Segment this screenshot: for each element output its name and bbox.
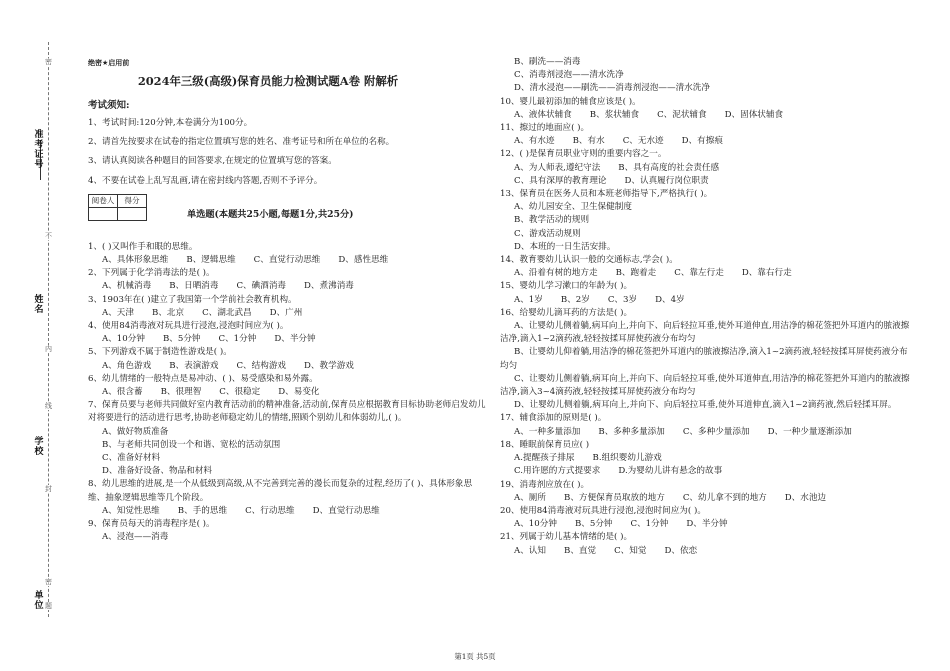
left-column bbox=[88, 58, 488, 544]
answer-option[interactable]: A、厕所 bbox=[514, 492, 546, 503]
question-stem: 17、辅食添加的原则是( )。 bbox=[500, 413, 607, 424]
answer-option[interactable]: C、靠左行走 bbox=[674, 268, 724, 279]
question-stem: 9、保育员每天的消毒程序是( )。 bbox=[88, 519, 215, 530]
answer-option[interactable]: A.提醒孩子排尿 bbox=[514, 453, 575, 464]
question-stem: 15、婴幼儿学习漱口的年龄为( )。 bbox=[500, 281, 633, 292]
page-footer: 第1页 共5页 bbox=[454, 652, 496, 661]
question-stem: 19、消毒剂应放在( )。 bbox=[500, 479, 590, 490]
question-stem: 11、擦过的地面应( )。 bbox=[500, 123, 590, 134]
notice-item: 3、请认真阅读各种题目的回答要求,在规定的位置填写您的答案。 bbox=[88, 156, 337, 167]
question-options bbox=[88, 360, 488, 373]
answer-option[interactable]: C、游戏活动规则 bbox=[514, 228, 581, 239]
school-label: 学校 bbox=[34, 437, 44, 457]
answer-option[interactable]: B、北京 bbox=[152, 307, 185, 318]
answer-option[interactable]: C、3岁 bbox=[607, 294, 638, 305]
question-stem: 13、保育员在医务人员和本班老师指导下,严格执行( )。 bbox=[500, 189, 713, 200]
answer-option[interactable]: A、天津 bbox=[102, 307, 134, 318]
answer-option[interactable]: C、知觉 bbox=[614, 545, 647, 556]
question-stem: 18、睡眠前保育员应( ) bbox=[500, 439, 590, 450]
answer-option[interactable]: C、幼儿拿不到的地方 bbox=[682, 492, 767, 503]
answer-option[interactable]: D、有擦痕 bbox=[681, 136, 723, 147]
question-options bbox=[88, 426, 488, 479]
question-stem: 3、1903年在( )建立了我国第一个学前社会教育机构。 bbox=[88, 294, 297, 305]
right-column bbox=[500, 56, 915, 558]
answer-option[interactable]: C、消毒剂浸泡——清水洗净 bbox=[514, 70, 624, 81]
answer-option[interactable]: D、一种少量逐渐添加 bbox=[767, 426, 852, 437]
question-options bbox=[500, 56, 915, 96]
binding-margin bbox=[0, 0, 60, 671]
answer-option[interactable]: B、刷洗——消毒 bbox=[514, 57, 581, 67]
answer-option[interactable]: A、有水迹 bbox=[514, 136, 555, 147]
question-stem: 4、使用84消毒液对玩具进行浸泡,浸泡时间应为( )。 bbox=[88, 321, 289, 332]
answer-option[interactable]: A、幼儿园安全、卫生保健制度 bbox=[514, 202, 632, 213]
answer-option[interactable]: D、半分钟 bbox=[274, 334, 316, 345]
question-stem: 16、给婴幼儿滴耳药的方法是( )。 bbox=[500, 307, 633, 318]
seal-char: 不 bbox=[45, 232, 52, 240]
grader-field[interactable] bbox=[89, 207, 118, 220]
answer-option[interactable]: B、逻辑思维 bbox=[186, 255, 236, 266]
question-options bbox=[500, 201, 915, 254]
answer-option[interactable]: D、固体状辅食 bbox=[724, 109, 784, 120]
answer-option[interactable]: B、教学活动的规则 bbox=[514, 215, 590, 226]
secret-mark: 绝密★启用前 bbox=[88, 59, 130, 67]
seal-char: 封 bbox=[45, 485, 52, 493]
answer-option[interactable]: B、日晒消毒 bbox=[169, 281, 219, 292]
answer-option[interactable]: A、沿着有树的地方走 bbox=[514, 268, 598, 279]
question-options bbox=[500, 518, 915, 531]
answer-option[interactable]: D、直觉行动思维 bbox=[312, 505, 380, 516]
exam-title: 2024年三级(高级)保育员能力检测试题A卷 附解析 bbox=[137, 74, 399, 88]
answer-option[interactable]: B、有水 bbox=[572, 136, 605, 147]
seal-char: 线 bbox=[45, 402, 52, 410]
answer-option[interactable]: D、4岁 bbox=[655, 294, 685, 305]
answer-option[interactable]: C.用许愿的方式提要求 bbox=[514, 466, 601, 477]
answer-option[interactable]: A、机械消毒 bbox=[102, 281, 152, 292]
name-label: 姓名 bbox=[34, 295, 44, 315]
answer-option[interactable]: B、5分钟 bbox=[162, 334, 201, 345]
answer-option[interactable]: A、知觉性思维 bbox=[102, 505, 160, 516]
answer-option[interactable]: D、感性思维 bbox=[338, 255, 389, 266]
answer-option[interactable]: A、为人师表,遵纪守法 bbox=[514, 162, 601, 173]
answer-option[interactable]: D、水池边 bbox=[784, 492, 827, 503]
grader-label: 阅卷人 bbox=[89, 194, 118, 207]
right-question-list bbox=[500, 56, 915, 558]
question-options bbox=[500, 109, 915, 122]
answer-option[interactable]: D、煮沸消毒 bbox=[304, 281, 354, 292]
question-stem: 20、使用84消毒液对玩具进行浸泡,浸泡时间应为( )。 bbox=[500, 505, 706, 516]
answer-option[interactable]: B、跑着走 bbox=[615, 268, 657, 279]
answer-option[interactable]: A、角色游戏 bbox=[102, 360, 152, 371]
answer-option[interactable]: D、本班的一日生活安排。 bbox=[514, 241, 616, 252]
question-stem: 12、( )是保育员职业守则的重要内容之一。 bbox=[500, 149, 667, 160]
question-stem: C、让婴幼儿侧着躺,病耳向上,并向下、向后轻拉耳垂,使外耳道伸直,用洁净的棉花签把外耳道内的脓液擦洁净,滴入3~4滴药液,轻轻按揉耳屏使药液分布均匀 bbox=[500, 373, 910, 398]
answer-option[interactable]: B、直觉 bbox=[564, 545, 597, 556]
question-options bbox=[500, 426, 915, 439]
question-stem: 2、下列属于化学消毒法的是( )。 bbox=[88, 268, 215, 279]
answer-option[interactable]: C、泥状辅食 bbox=[657, 109, 707, 120]
notice-item: 2、请首先按要求在试卷的指定位置填写您的姓名、准考证号和所在单位的名称。 bbox=[88, 137, 395, 148]
answer-option[interactable]: C、碘酒消毒 bbox=[236, 281, 287, 292]
section-title: 单选题(本题共25小题,每题1分,共25分) bbox=[187, 209, 354, 221]
seal-char: 密 bbox=[45, 578, 52, 586]
question-stem: A、让婴幼儿侧着躺,病耳向上,并向下、向后轻拉耳垂,使外耳道伸直,用洁净的棉花签把外耳道内的脓液擦洁净,滴入1~2滴药液,轻轻按揉耳屏使药液分布均匀 bbox=[500, 321, 910, 345]
answer-option[interactable]: C、行动思维 bbox=[245, 505, 295, 516]
answer-option[interactable]: A、1岁 bbox=[514, 294, 543, 305]
answer-option[interactable]: D、认真履行岗位职责 bbox=[624, 175, 709, 186]
answer-option[interactable]: B、5分钟 bbox=[574, 519, 613, 530]
seal-char: 内 bbox=[45, 345, 52, 353]
answer-option[interactable]: D、依恋 bbox=[664, 545, 698, 556]
question-stem: 1、( )又叫作手和眼的思维。 bbox=[88, 241, 198, 252]
answer-option[interactable]: C、直觉行动思维 bbox=[253, 255, 321, 266]
question-options bbox=[88, 280, 488, 293]
notice-item: 4、不要在试卷上乱写乱画,请在密封线内答题,否则不予评分。 bbox=[88, 175, 323, 186]
question-stem: 6、幼儿情绪的一般特点是易冲动、( )、易受感染和易外露。 bbox=[88, 373, 318, 384]
question-stem: B、让婴幼儿仰着躺,用洁净的棉花签把外耳道内的脓液擦洁净,滴入1~2滴药液,轻轻按揉耳屏使药液分布均匀 bbox=[500, 347, 908, 371]
question-stem: 8、幼儿思维的进展,是一个从低级到高级,从不完善到完善的漫长而复杂的过程,经历了( )、具体形象思维、抽象逻辑思维等几个阶段。 bbox=[88, 479, 473, 503]
question-options bbox=[88, 254, 488, 267]
answer-option[interactable]: C、湖北武昌 bbox=[202, 307, 252, 318]
answer-option[interactable]: D、易变化 bbox=[278, 387, 320, 398]
answer-option[interactable]: D、靠右行走 bbox=[741, 268, 792, 279]
answer-option[interactable]: C、无水迹 bbox=[622, 136, 664, 147]
answer-option[interactable]: B.组织婴幼儿游戏 bbox=[592, 453, 662, 464]
answer-option[interactable]: B、浆状辅食 bbox=[589, 109, 640, 120]
question-options bbox=[88, 333, 488, 346]
question-options bbox=[88, 307, 488, 320]
answer-option[interactable]: A、具体形象思维 bbox=[102, 255, 169, 266]
answer-option[interactable]: A、做好物质准备 bbox=[102, 426, 169, 437]
answer-option[interactable]: B、方便保育员取放的地方 bbox=[564, 492, 665, 503]
answer-option[interactable]: A、认知 bbox=[514, 545, 546, 556]
answer-option[interactable]: C、具有深厚的教育理论 bbox=[514, 175, 607, 186]
question-options bbox=[88, 531, 488, 544]
answer-option[interactable]: A、一种多量添加 bbox=[514, 426, 581, 437]
score-box bbox=[88, 194, 147, 221]
question-options bbox=[88, 386, 488, 399]
answer-option[interactable]: D、清水浸泡——刷洗——消毒剂浸泡——清水洗净 bbox=[514, 83, 710, 94]
answer-option[interactable]: C、很稳定 bbox=[219, 387, 261, 398]
answer-option[interactable]: D、准备好设备、物品和材料 bbox=[102, 466, 213, 477]
answer-option[interactable]: A、10分钟 bbox=[102, 334, 145, 345]
answer-option[interactable]: B、很理智 bbox=[160, 387, 202, 398]
answer-option[interactable]: D.为婴幼儿讲有悬念的故事 bbox=[618, 466, 723, 477]
answer-option[interactable]: A、液体状辅食 bbox=[514, 109, 572, 120]
answer-option[interactable]: B、与老师共同创设一个和谐、宽松的活动氛围 bbox=[102, 439, 281, 450]
question-stem: D、让婴幼儿侧着躺,病耳向上,并向下、向后轻拉耳垂,使外耳道伸直,滴入1~2滴药液,然后轻揉耳屏。 bbox=[514, 400, 897, 411]
question-options bbox=[500, 294, 915, 307]
answer-option[interactable]: B、多种多量添加 bbox=[598, 426, 665, 437]
score-label: 得分 bbox=[118, 194, 147, 207]
answer-option[interactable]: D、半分钟 bbox=[686, 519, 728, 530]
exam-number-label: 准考证号 bbox=[34, 130, 44, 170]
answer-option[interactable]: A、10分钟 bbox=[514, 519, 557, 530]
answer-option[interactable]: C、1分钟 bbox=[630, 519, 669, 530]
answer-option[interactable]: A、浸泡——消毒 bbox=[102, 532, 169, 543]
answer-option[interactable]: D、教学游戏 bbox=[304, 360, 354, 371]
seal-char: 密 bbox=[45, 58, 52, 66]
question-options bbox=[500, 267, 915, 280]
question-options bbox=[88, 505, 488, 518]
score-row bbox=[88, 194, 488, 221]
unit-label: 单位 bbox=[34, 591, 44, 611]
question-options bbox=[500, 492, 915, 505]
answer-option[interactable]: C、1分钟 bbox=[218, 334, 257, 345]
question-stem: 7、保育员要与老师共同做好室内教育活动前的精神准备,活动前,保育员应根据教育目标协助老师启发幼儿对将要进行的活动进行思考,协助老师稳定幼儿的情绪,照顾个别幼儿和体弱幼儿,( )。 bbox=[88, 400, 486, 424]
left-question-list bbox=[88, 241, 488, 545]
notice-item: 1、考试时间:120分钟,本卷满分为100分。 bbox=[88, 118, 253, 128]
answer-option[interactable]: C、多种少量添加 bbox=[682, 426, 750, 437]
question-options bbox=[500, 162, 915, 188]
notice-heading: 考试须知: bbox=[88, 100, 130, 111]
answer-option[interactable]: C、结构游戏 bbox=[236, 360, 287, 371]
answer-option[interactable]: B、具有高度的社会责任感 bbox=[618, 162, 720, 173]
question-options bbox=[500, 135, 915, 148]
question-stem: 5、下列游戏不属于制造性游戏是( )。 bbox=[88, 347, 232, 358]
question-stem: 21、列属于幼儿基本情绪的是( )。 bbox=[500, 532, 633, 543]
answer-option[interactable]: B、2岁 bbox=[560, 294, 590, 305]
answer-option[interactable]: B、手的思维 bbox=[177, 505, 228, 516]
question-options bbox=[500, 545, 915, 558]
answer-option[interactable]: B、表演游戏 bbox=[169, 360, 219, 371]
score-field[interactable] bbox=[118, 207, 147, 220]
question-stem: 14、教育婴幼儿认识一般的交通标志,学会( )。 bbox=[500, 255, 678, 266]
answer-option[interactable]: A、很含蓄 bbox=[102, 387, 143, 398]
question-stem: 10、婴儿最初添加的辅食应该是( )。 bbox=[500, 96, 641, 107]
answer-option[interactable]: C、准备好材料 bbox=[102, 453, 161, 464]
question-options bbox=[500, 452, 915, 478]
seal-char: 题 bbox=[45, 602, 52, 610]
answer-option[interactable]: D、广州 bbox=[269, 307, 303, 318]
seal-line bbox=[48, 42, 49, 617]
